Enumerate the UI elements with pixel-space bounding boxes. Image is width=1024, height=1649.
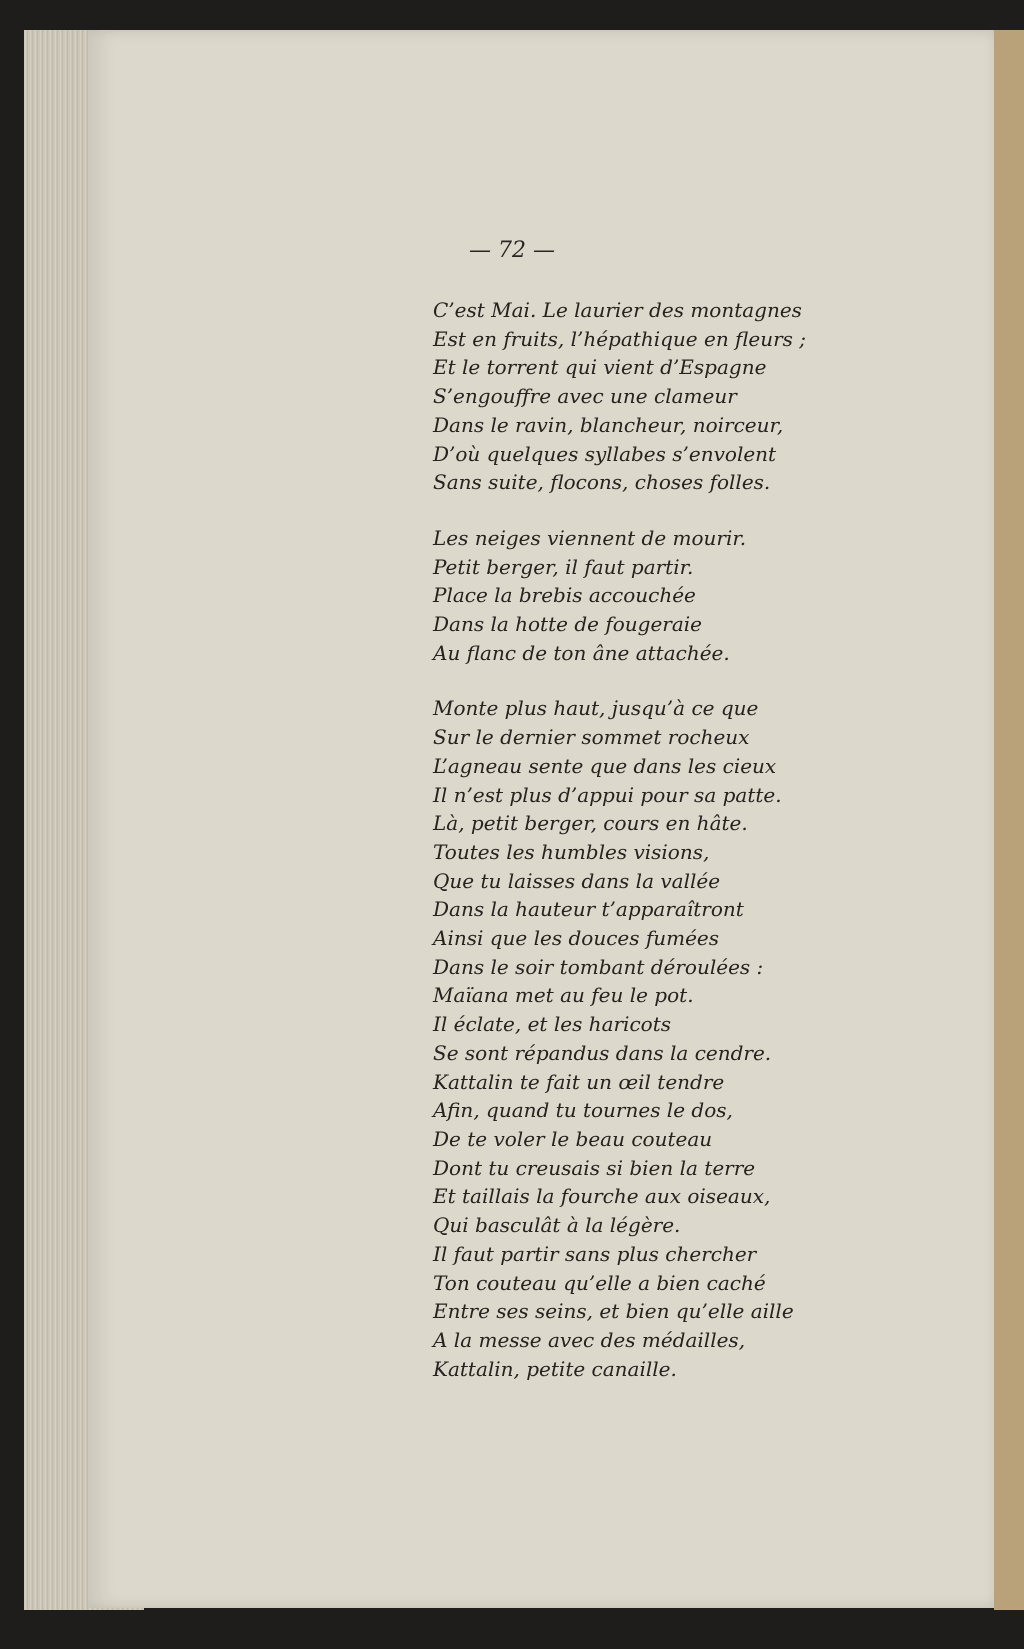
poem-line: Au flanc de ton âne attachée. xyxy=(433,640,730,665)
poem-line: Dans le ravin, blancheur, noirceur, xyxy=(433,412,784,437)
poem-line: S’engouffre avec une clameur xyxy=(433,384,737,409)
poem-line: Est en fruits, l’hépathique en fleurs ; xyxy=(433,326,807,351)
poem-line: Les neiges viennent de mourir. xyxy=(433,525,747,550)
poem-line: Se sont répandus dans la cendre. xyxy=(433,1040,772,1065)
poem-line: Petit berger, il faut partir. xyxy=(433,554,694,579)
poem-line: Sans suite, flocons, choses folles. xyxy=(433,470,771,495)
poem-line: Et taillais la fourche aux oiseaux, xyxy=(433,1184,771,1209)
poem-line: Là, petit berger, cours en hâte. xyxy=(433,811,748,836)
facing-page-edge xyxy=(994,30,1024,1610)
poem-line: Place la brebis accouchée xyxy=(433,583,696,608)
poem-line: A la messe avec des médailles, xyxy=(433,1327,746,1352)
poem-line: Sur le dernier sommet rocheux xyxy=(433,725,750,750)
poem-line: Dont tu creusais si bien la terre xyxy=(433,1155,756,1180)
poem xyxy=(433,296,993,1410)
poem-line: Dans la hauteur t’apparaîtront xyxy=(433,897,744,922)
poem-line: Maïana met au feu le pot. xyxy=(433,983,694,1008)
poem-line: Kattalin, petite canaille. xyxy=(433,1356,677,1381)
poem-line: Et le torrent qui vient d’Espagne xyxy=(433,355,767,380)
poem-line: Afin, quand tu tournes le dos, xyxy=(433,1098,733,1123)
poem-line: Il n’est plus d’appui pour sa patte. xyxy=(433,782,782,807)
poem-line: Toutes les humbles visions, xyxy=(433,839,710,864)
stanza xyxy=(433,694,993,1383)
poem-line: De te voler le beau couteau xyxy=(433,1126,713,1151)
poem-line: Ton couteau qu’elle a bien caché xyxy=(433,1270,766,1295)
stanza xyxy=(433,524,993,668)
poem-line: C’est Mai. Le laurier des montagnes xyxy=(433,298,802,322)
poem-line: Dans le soir tombant déroulées : xyxy=(433,954,764,979)
poem-line: D’où quelques syllabes s’envolent xyxy=(433,441,777,466)
stanza xyxy=(433,296,993,497)
poem-line: Entre ses seins, et bien qu’elle aille xyxy=(433,1299,794,1324)
poem-line: Qui basculât à la légère. xyxy=(433,1213,681,1238)
page-number: — 72 — xyxy=(469,238,555,263)
poem-line: Kattalin te fait un œil tendre xyxy=(433,1069,725,1094)
poem-line: L’agneau sente que dans les cieux xyxy=(433,753,777,778)
poem-line: Monte plus haut, jusqu’à ce que xyxy=(433,696,759,721)
poem-line: Dans la hotte de fougeraie xyxy=(433,612,703,637)
poem-line: Il éclate, et les haricots xyxy=(433,1012,671,1037)
poem-line: Il faut partir sans plus chercher xyxy=(433,1241,757,1266)
poem-line: Ainsi que les douces fumées xyxy=(433,926,720,951)
poem-line: Que tu laisses dans la vallée xyxy=(433,868,721,893)
